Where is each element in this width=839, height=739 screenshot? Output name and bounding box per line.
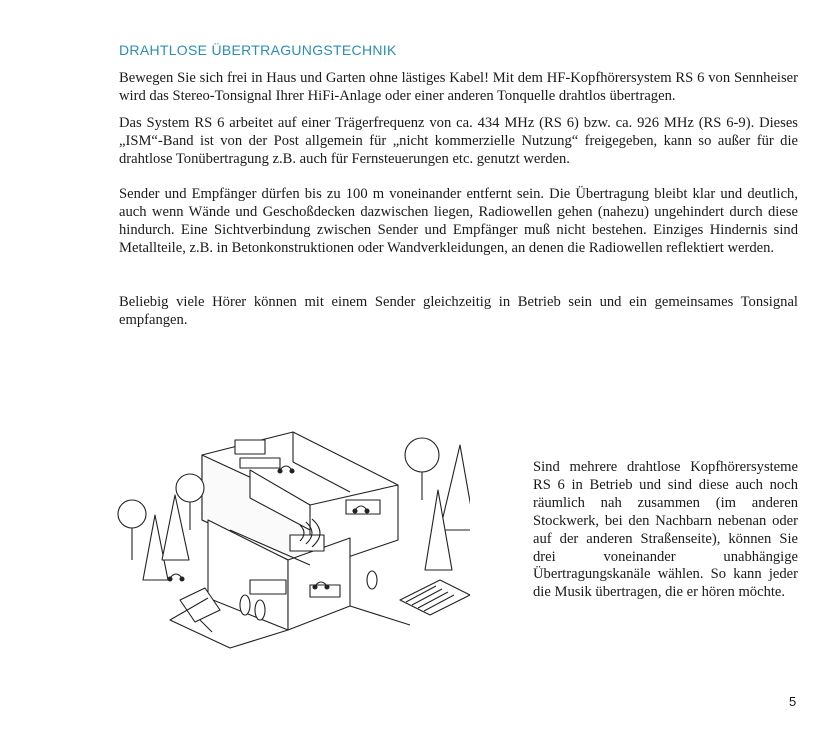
side-paragraph-channels: Sind mehrere drahtlose Kopfhörersysteme RS 6 in Betrieb und sind diese auch noch räumlich nah zusammen (im anderen Stockwerk, bei den Nachbarn nebenan oder auf der anderen Straßenseite), können Sie drei voneinander unabhängige Übertragungskanäle wählen. So kann jeder die Musik übertragen, die er hören möchte.	[533, 459, 798, 601]
house-illustration	[110, 410, 470, 650]
tree-round-1	[118, 500, 146, 528]
paragraph-frequency: Das System RS 6 arbeitet auf einer Trägerfrequenz von ca. 434 MHz (RS 6) bzw. ca. 926 MHz (RS 6-9). Dieses „ISM“-Band ist von der Post allgemein für „nicht kommerzielle Nutzung“ freigegeben, kann so außer für die drahtlose Tonübertragung z.B. auch für Fernsteuerungen etc. genutzt werden.	[119, 115, 798, 167]
page-number: 5	[789, 694, 797, 709]
paragraph-range: Sender und Empfänger dürfen bis zu 100 m voneinander entfernt sein. Die Übertragung bleibt klar und deutlich, auch wenn Wände und Geschoßdecken dazwischen liegen, Radiowellen gehen (nahezu) ungehindert durch diese hindurch. Eine Sichtverbindung zwischen Sender und Empfänger muß nicht bestehen. Einziges Hindernis sind Metallteile, z.B. in Betonkonstruktionen oder Wandverkleidungen, an denen die Radiowellen reflektiert werden.	[119, 186, 798, 256]
section-heading: DRAHTLOSE ÜBERTRAGUNGSTECHNIK	[119, 42, 397, 58]
tree-round-2	[405, 438, 439, 472]
paragraph-listeners: Beliebig viele Hörer können mit einem Sender gleichzeitig in Betrieb sein und ein gemeinsames Tonsignal empfangen.	[119, 294, 798, 328]
paragraph-intro: Bewegen Sie sich frei in Haus und Garten ohne lästiges Kabel! Mit dem HF-Kopfhörersystem RS 6 von Sennheiser wird das Stereo-Tonsignal Ihrer HiFi-Anlage oder einer anderen Tonquelle drahtlos übertragen.	[119, 70, 798, 104]
pool	[400, 580, 470, 615]
